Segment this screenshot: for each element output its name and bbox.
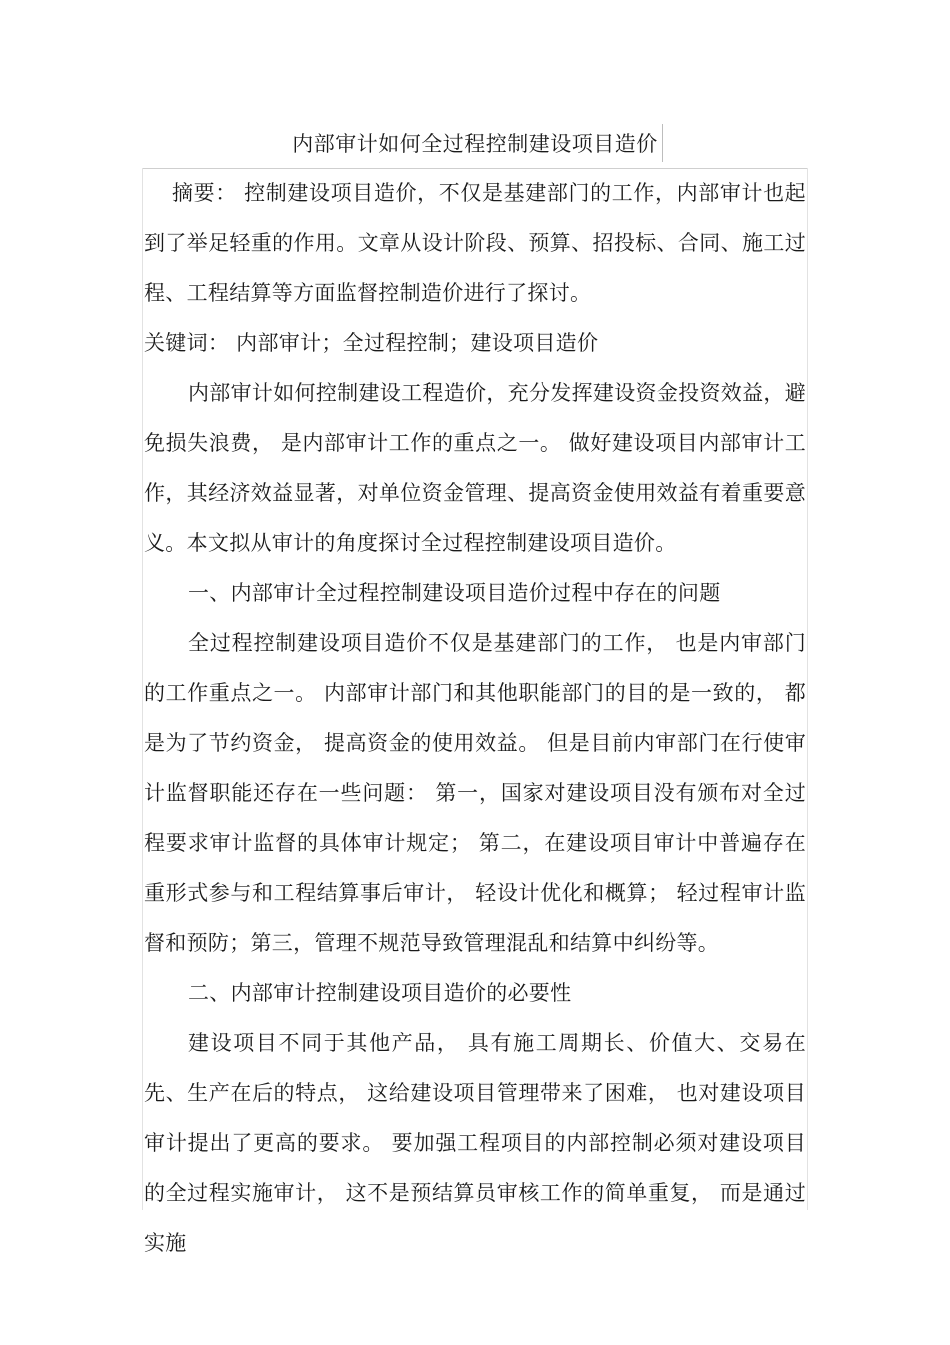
text-frame-right-border xyxy=(807,168,808,1210)
intro-paragraph: 内部审计如何控制建设工程造价，充分发挥建设资金投资效益，避免损失浪费， 是内部审计工作的重点之一。 做好建设项目内部审计工作，其经济效益显著，对单位资金管理、提高资金使用效益有着重要意义。本文拟从审计的角度探讨全过程控制建设项目造价。 xyxy=(144,381,806,555)
document-title: 内部审计如何全过程控制建设项目造价 xyxy=(292,132,658,156)
text-frame-left-border xyxy=(142,168,143,1210)
abstract-paragraph: 摘要： 控制建设项目造价，不仅是基建部门的工作，内部审计也起到了举足轻重的作用。文章从设计阶段、预算、招投标、合同、施工过程、工程结算等方面监督控制造价进行了探讨。 xyxy=(144,181,806,305)
section-1-heading: 一、内部审计全过程控制建设项目造价过程中存在的问题 xyxy=(188,581,721,605)
section-1-paragraph: 全过程控制建设项目造价不仅是基建部门的工作， 也是内审部门的工作重点之一。 内部审计部门和其他职能部门的目的是一致的， 都是为了节约资金， 提高资金的使用效益。 但是目前内审部门在行使审计监督职能还存在一些问题： 第一，国家对建设项目没有颁布对全过程要求审计监督的具体审计规定； 第二，在建设项目审计中普遍存在重形式参与和工程结算事后审计， 轻设计优化和概算； 轻过程审计监督和预防；第三，管理不规范导致管理混乱和结算中纠纷等。 xyxy=(144,631,806,955)
title-divider xyxy=(662,124,663,162)
section-2-paragraph: 建设项目不同于其他产品， 具有施工周期长、价值大、交易在先、生产在后的特点， 这给建设项目管理带来了困难， 也对建设项目审计提出了更高的要求。 要加强工程项目的内部控制必须对建设项目的全过程实施审计， 这不是预结算员审核工作的简单重复， 而是通过实施 xyxy=(144,1031,806,1255)
keywords-line: 关键词： 内部审计；全过程控制；建设项目造价 xyxy=(144,331,599,355)
section-2-heading: 二、内部审计控制建设项目造价的必要性 xyxy=(188,981,572,1005)
document-body xyxy=(144,168,806,1268)
